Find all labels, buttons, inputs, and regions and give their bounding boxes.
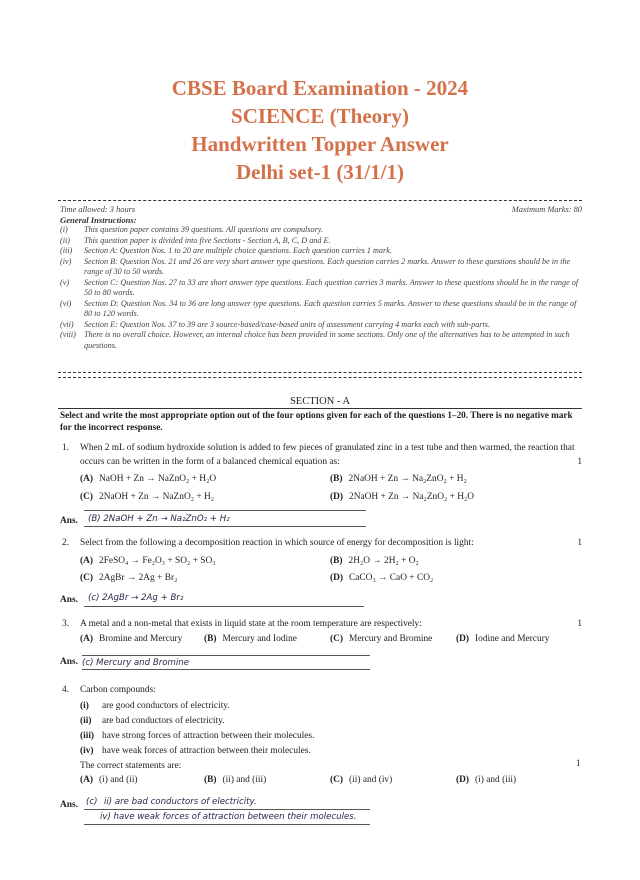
instruction-item xyxy=(60,330,582,351)
instruction-number: (i) xyxy=(60,225,68,234)
question-2 xyxy=(62,536,582,550)
question-number: 1. xyxy=(62,443,70,453)
instruction-text: Section A: Question Nos. 1 to 20 are multiple choice questions. Each question carries 1 mark. xyxy=(84,246,392,255)
q4-statement-i: (i) are good conductors of electricity. xyxy=(80,701,230,711)
question-number: 4. xyxy=(62,685,70,695)
instruction-number: (iii) xyxy=(60,246,73,255)
option-c: (C) 2NaOH + Zn → NaZnO₂ + H₂ xyxy=(80,492,215,502)
instruction-text: Section C: Question Nos. 27 to 33 are short answer type questions. Each question carries 3 marks. Answer to these questions should be in the range of 50 to 80 words. xyxy=(84,277,579,297)
general-instructions-title: General Instructions: xyxy=(60,215,137,225)
question-number: 3. xyxy=(62,619,70,629)
q4-statement-iii: (iii) have strong forces of attraction between their molecules. xyxy=(80,731,315,741)
instruction-item xyxy=(60,278,582,299)
instruction-item xyxy=(60,236,582,247)
answer-label-q2: Ans. xyxy=(60,595,78,605)
option-a: (A) NaOH + Zn → NaZnO₂ + H₂O xyxy=(80,474,217,484)
handwritten-answer-q4-line1: ii) are bad conductors of electricity. xyxy=(104,797,257,807)
option-d: (D) CaCO₃ → CaO + CO₂ xyxy=(330,573,434,583)
instruction-text: This question paper is divided into five Sections - Section A, B, C, D and E. xyxy=(84,235,331,245)
option-b: (B) 2H₂O → 2H₂ + O₂ xyxy=(330,556,419,566)
answer-line xyxy=(84,606,364,607)
instruction-text: There is no overall choice. However, an internal choice has been provided in some sections. Only one of the alternatives has to be attempted in such questions. xyxy=(84,330,570,350)
divider-mid-1 xyxy=(58,372,582,373)
answer-label-q3: Ans. xyxy=(60,657,78,667)
handwritten-answer-q1: (B) 2NaOH + Zn → Na₂ZnO₂ + H₂ xyxy=(88,514,230,524)
option-a: (A) Bromine and Mercury xyxy=(80,634,183,644)
answer-line xyxy=(84,824,370,825)
question-4 xyxy=(62,683,582,697)
handwritten-answer-q4-line2: iv) have weak forces of attraction between their molecules. xyxy=(100,812,357,822)
answer-line xyxy=(84,510,366,511)
option-c: (C) 2AgBr → 2Ag + Br₂ xyxy=(80,573,178,583)
q4-statement-iv: (iv) have weak forces of attraction between their molecules. xyxy=(80,746,311,756)
option-c: (C) (ii) and (iv) xyxy=(330,775,393,785)
instruction-item xyxy=(60,299,582,320)
option-d: (D) 2NaOH + Zn → Na₂ZnO₂ + H₂O xyxy=(330,492,475,502)
question-1 xyxy=(62,441,582,469)
time-marks-row xyxy=(60,205,582,214)
instruction-item xyxy=(60,246,582,257)
q4-statement-ii: (ii) are bad conductors of electricity. xyxy=(80,716,225,726)
question-3 xyxy=(62,617,582,631)
instruction-number: (v) xyxy=(60,277,70,287)
option-a: (A) 2FeSO₄ → Fe₂O₃ + SO₂ + SO₃ xyxy=(80,556,216,566)
section-title: SECTION - A xyxy=(289,396,351,407)
question-marks: 1 xyxy=(577,619,582,629)
maximum-marks: Maximum Marks: 80 xyxy=(511,205,582,214)
handwritten-answer-q4-option: (c) xyxy=(86,797,98,807)
question-marks: 1 xyxy=(576,759,581,769)
question-text: Select from the following a decomposition reaction in which source of energy for decomposition is light: xyxy=(80,538,474,548)
instruction-text: This question paper contains 39 questions. All questions are compulsory. xyxy=(84,225,324,234)
question-text: A metal and a non-metal that exists in liquid state at the room temperature are respectively: xyxy=(80,619,422,629)
question-marks: 1 xyxy=(577,538,582,548)
option-a: (A) (i) and (ii) xyxy=(80,775,138,785)
header-subject: SCIENCE (Theory) xyxy=(231,104,409,128)
option-b: (B) 2NaOH + Zn → Na₂ZnO₂ + H₂ xyxy=(330,474,467,484)
instruction-item xyxy=(60,320,582,331)
answer-line xyxy=(82,655,370,656)
exam-meta xyxy=(60,205,582,351)
instruction-text: Section B: Question Nos. 21 and 26 are very short answer type questions. Each question carries 2 marks. Answer to these questions should be in the range of 30 to 50 words. xyxy=(84,256,571,276)
instructions-list xyxy=(60,225,582,351)
instruction-item xyxy=(60,225,582,236)
option-b: (B) (ii) and (iii) xyxy=(204,775,267,785)
question-text: Carbon compounds: xyxy=(80,685,156,695)
handwritten-answer-q2: (c) 2AgBr → 2Ag + Br₂ xyxy=(88,593,184,603)
header-set: Delhi set-1 (31/1/1) xyxy=(236,160,404,184)
page-header xyxy=(0,74,640,186)
instruction-number: (viii) xyxy=(60,330,76,339)
time-allowed: Time allowed: 3 hours xyxy=(60,205,136,214)
question-text: When 2 mL of sodium hydroxide solution is added to few pieces of granulated zinc in a test tube and then warmed, the reaction that occurs can be written in the form of a balanced chemical equation as: xyxy=(80,443,575,467)
option-c: (C) Mercury and Bromine xyxy=(330,634,433,644)
answer-line xyxy=(84,809,370,810)
handwritten-answer-q3: (c) Mercury and Bromine xyxy=(82,658,189,668)
option-b: (B) Mercury and Iodine xyxy=(204,634,297,644)
answer-line xyxy=(84,526,366,527)
option-d: (D) Iodine and Mercury xyxy=(456,634,550,644)
q4-stem: The correct statements are: xyxy=(80,761,182,771)
question-marks: 1 xyxy=(577,457,582,467)
instruction-item xyxy=(60,257,582,278)
instruction-text: Section E: Question Nos. 37 to 39 are 3 source-based/case-based units of assessment carrying 4 marks each with sub-parts. xyxy=(84,319,490,329)
instruction-number: (ii) xyxy=(60,235,71,245)
divider-mid-2 xyxy=(58,377,582,378)
instruction-number: (vi) xyxy=(60,298,72,308)
divider-top xyxy=(58,200,582,201)
option-d: (D) (i) and (iii) xyxy=(456,775,517,785)
section-instruction: Select and write the most appropriate option out of the four options given for each of the questions 1–20. There is no negative mark for the incorrect response. xyxy=(60,410,573,432)
answer-line xyxy=(82,669,370,670)
instruction-number: (iv) xyxy=(60,256,72,266)
header-doc-type: Handwritten Topper Answer xyxy=(191,132,449,156)
question-number: 2. xyxy=(62,538,70,548)
header-exam-title: CBSE Board Examination - 2024 xyxy=(171,76,469,100)
instruction-number: (vii) xyxy=(60,319,74,329)
answer-label-q4: Ans. xyxy=(60,800,78,810)
instruction-text: Section D: Question Nos. 34 to 36 are long answer type questions. Each question carries 5 marks. Answer to these questions should be in the range of 80 to 120 words. xyxy=(84,298,577,318)
answer-label-q1: Ans. xyxy=(60,516,78,526)
